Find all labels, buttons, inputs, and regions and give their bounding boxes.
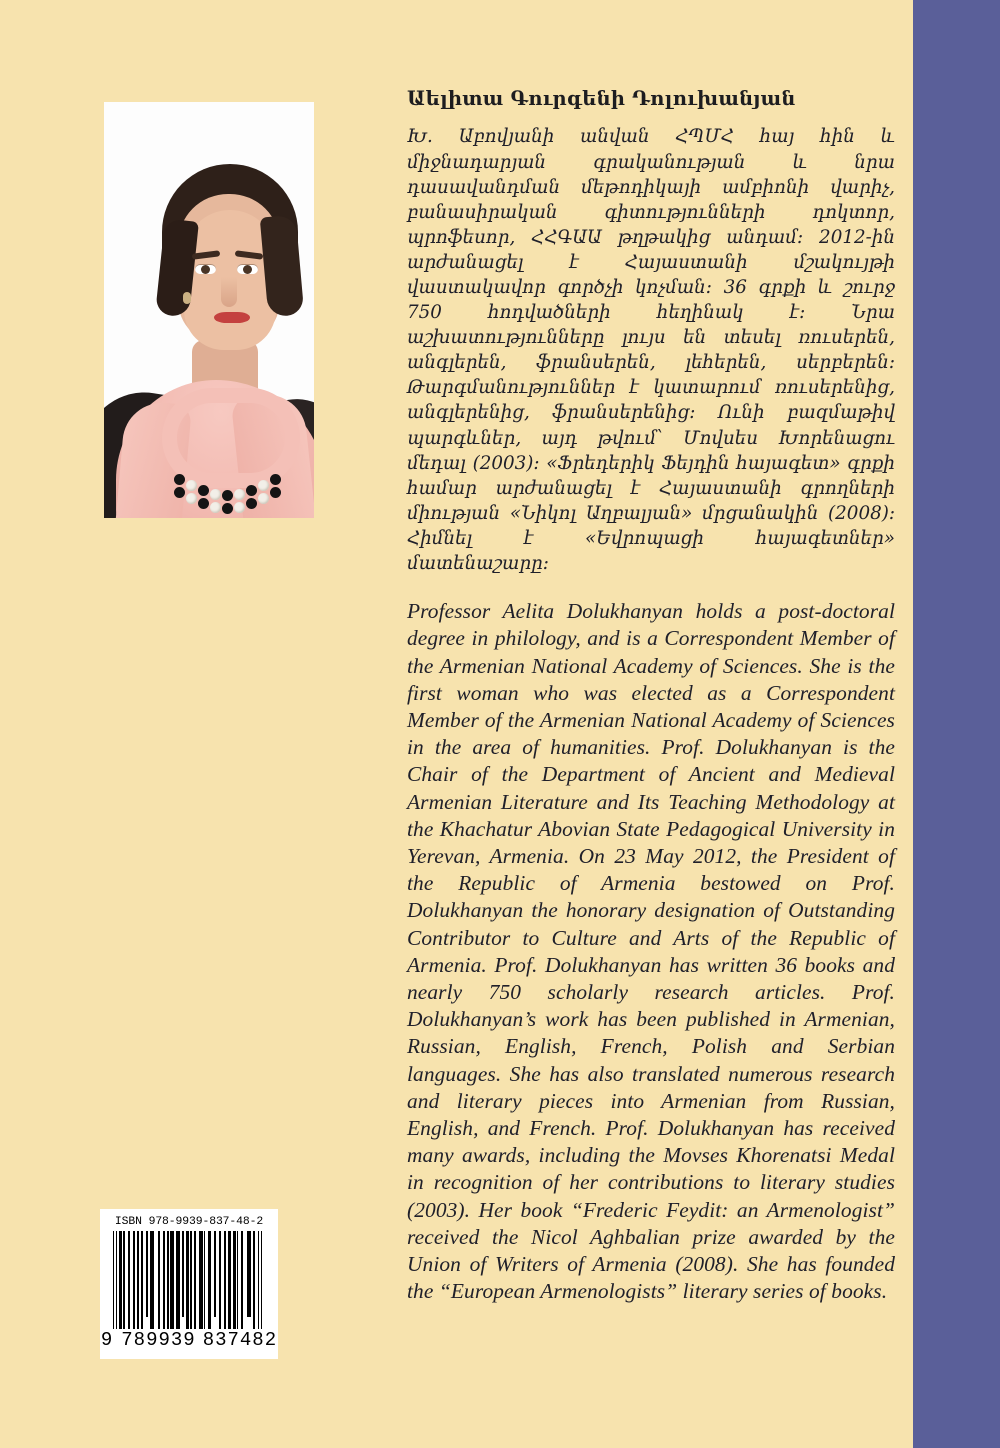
barcode-bar	[186, 1231, 189, 1329]
ean-digits	[100, 1329, 278, 1351]
barcode-bar	[253, 1231, 256, 1329]
barcode-bar	[219, 1231, 222, 1329]
bio-text-column	[407, 88, 895, 1305]
barcode-bar	[158, 1231, 161, 1329]
barcode-bar	[119, 1231, 122, 1329]
necklace-bead	[186, 480, 197, 491]
cover-spine-band	[913, 0, 1000, 1448]
barcode-bar	[208, 1231, 212, 1329]
barcode-bar	[224, 1231, 227, 1329]
barcode-bar	[176, 1231, 180, 1329]
barcode-bar	[237, 1231, 238, 1329]
barcode-bar	[150, 1231, 154, 1329]
photo-scarf-loop	[162, 388, 300, 488]
barcode-bar	[233, 1231, 236, 1329]
barcode-bar	[146, 1231, 149, 1317]
barcode-bar	[228, 1231, 231, 1329]
necklace-bead	[174, 487, 185, 498]
barcode-bar	[182, 1231, 183, 1317]
necklace-bead	[246, 498, 257, 509]
necklace-bead	[186, 493, 197, 504]
necklace-bead	[258, 480, 269, 491]
barcode-bar	[141, 1231, 144, 1329]
bio-paragraph-armenian: Խ. Աբովյանի անվան ՀՊՄՀ հայ հին և միջնադարյան գրականության և նրա դասավանդման մեթոդիկայի ամբիոնի վարիչ, բանասիրական գիտությունների դոկտոր, պրոֆեսոր, ՀՀԳԱԱ թղթակից անդամ: 2012-ին արժանացել է Հայաստանի մշակույթի վաստակավոր գործչի կոչման: 36 գրքի և շուրջ 750 հոդվածների հեղինակ է: Նրա աշխատությունները լույս են տեսել ռուսերեն, անգլերեն, ֆրանսերեն, լեհերեն, սերբերեն: Թարգմանություններ է կատարում ռուսերենից, անգլերենից, ֆրանսերենից: Ունի բազմաթիվ պարգևներ, այդ թվում՝ Մովսես Խորենացու մեդալ (2003): «Ֆրեդերիկ Ֆեյդին հայագետ» գրքի համար արժանացել է Հայաստանի գրողների միության «Նիկոլ Աղբալյան» մրցանակին (2008): Հիմնել է «Եվրոպացի հայագետներ» մատենաշարը:	[407, 126, 895, 575]
barcode-bar	[163, 1231, 166, 1329]
photo-nose	[221, 277, 237, 307]
photo-pupil-right	[243, 265, 252, 274]
photo-lips	[214, 312, 250, 323]
barcode-bar	[194, 1231, 197, 1329]
barcode-bar	[170, 1231, 174, 1329]
photo-necklace	[174, 474, 278, 518]
barcode-bars	[113, 1231, 265, 1329]
necklace-bead	[222, 490, 233, 501]
necklace-bead	[246, 485, 257, 496]
barcode-bar	[167, 1231, 168, 1329]
necklace-bead	[222, 503, 233, 514]
barcode-bar	[204, 1231, 205, 1329]
photo-pupil-left	[201, 265, 210, 274]
barcode-bar	[116, 1231, 117, 1329]
necklace-bead	[270, 474, 281, 485]
barcode-bar	[128, 1231, 131, 1329]
necklace-bead	[210, 489, 221, 500]
barcode-bar	[190, 1231, 193, 1329]
barcode-bar	[113, 1231, 114, 1329]
bio-paragraph-english: Professor Aelita Dolukhanyan holds a post-doctoral degree in philology, and is a Correspondent Member of the Armenian National Academy of Sciences. She is the first woman who was elected as a Correspondent Member of the Armenian National Academy of Sciences in the area of humanities. Prof. Dolukhanyan is the Chair of the Department of Ancient and Medieval Armenian Literature and Its Teaching Methodology at the Khachatur Abovian State Pedagogical University in Yerevan, Armenia. On 23 May 2012, the President of the Republic of Armenia bestowed on Prof. Dolukhanyan the honorary designation of Outstanding Contributor to Culture and Arts of the Republic of Armenia. Prof. Dolukhanyan has written 36 books and nearly 750 scholarly research articles. Prof. Dolukhanyan’s work has been published in Armenian, Russian, English, French, Polish and Serbian languages. She has also translated numerous research and literary pieces into Armenian from Russian, English, and French. Prof. Dolukhanyan has received many awards, including the Movses Khorenatsi Medal in recognition of her contributions to literary studies (2003). Her book “Frederic Feydit: an Armenologist” received the Nicol Aghbalian prize awarded by the Union of Writers of Armenia (2008). She has founded the “European Armenologists” literary series of books.	[407, 599, 895, 1304]
barcode-bar	[247, 1231, 251, 1317]
isbn-label: ISBN 978-9939-837-48-2	[114, 1216, 264, 1228]
barcode-bar	[261, 1231, 262, 1329]
author-photo	[104, 102, 314, 518]
necklace-bead	[198, 485, 209, 496]
isbn-barcode	[100, 1209, 278, 1359]
barcode-bar	[133, 1231, 136, 1329]
necklace-bead	[174, 474, 185, 485]
ean-group-2: 837482	[202, 1329, 278, 1351]
necklace-bead	[210, 502, 221, 513]
author-name: Աելիտա Գուրգենի Դոլուխանյան	[407, 87, 796, 110]
barcode-bar	[199, 1231, 203, 1329]
necklace-bead	[234, 489, 245, 500]
barcode-bar	[214, 1231, 217, 1317]
necklace-bead	[258, 493, 269, 504]
barcode-bar	[258, 1231, 259, 1329]
photo-earring	[183, 292, 191, 304]
barcode-bar	[123, 1231, 124, 1329]
barcode-bar	[241, 1231, 244, 1329]
necklace-bead	[234, 502, 245, 513]
necklace-bead	[198, 498, 209, 509]
ean-group-1: 789939	[121, 1329, 196, 1351]
ean-lead-digit: 9	[100, 1329, 114, 1351]
necklace-bead	[270, 487, 281, 498]
barcode-bar	[137, 1231, 140, 1329]
